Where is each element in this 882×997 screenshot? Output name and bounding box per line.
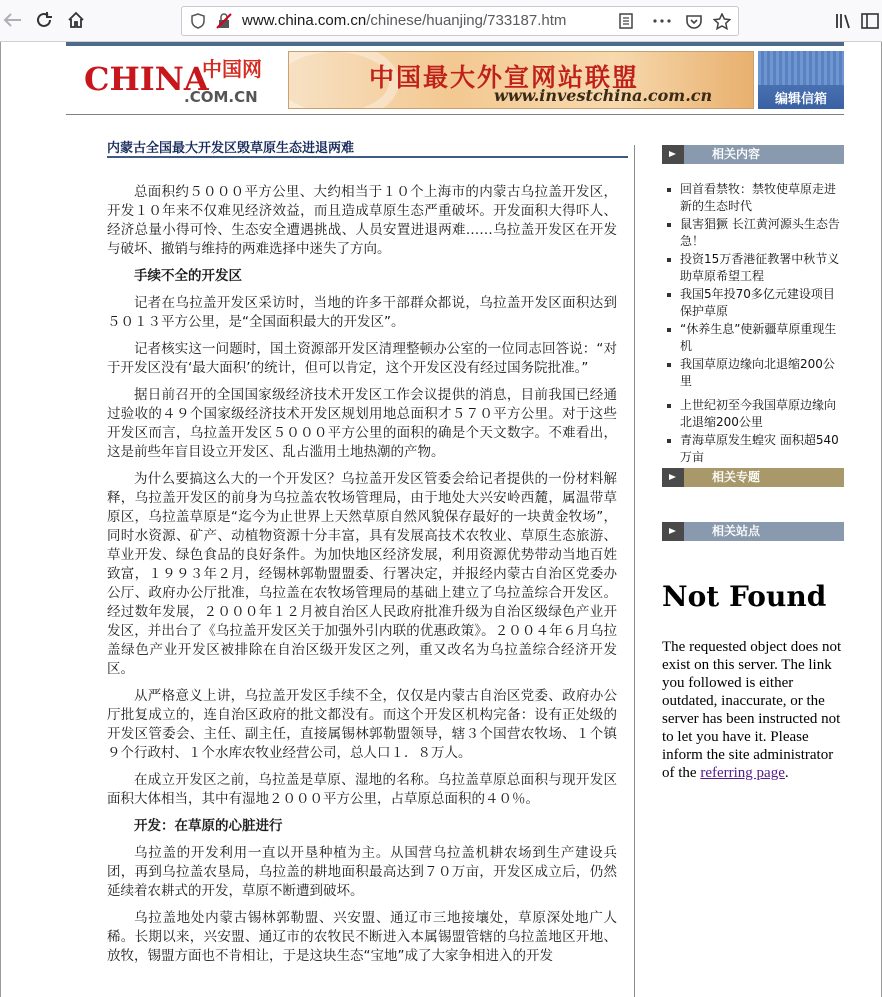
china-com-cn-logo[interactable]: [84, 52, 274, 108]
related-link[interactable]: 投资15万香港征教署中秋节义助草原希望工程: [667, 251, 844, 285]
related-content-title: 相关内容: [684, 145, 844, 164]
article-paragraph: 为什么要搞这么大的一个开发区？乌拉盖开发区管委会给记者提供的一份材料解释，乌拉盖开发区的前身为乌拉盖农牧场管理局，由于地处大兴安岭西麓，属温带草原区，乌拉盖草原是“迄今为止世界上天然草原自然风貌保存最好的一块黄金牧场”，同时水资源、矿产、动植物资源十分丰富，具有发展高技术农牧业、草原生态旅游、草业开发、绿色食品的良好条件。为加快地区经济发展，利用资源优势带动当地百姓致富，１９９３年２月，经锡林郭勒盟盟委、行署决定，并报经内蒙古自治区党委办公厅、政府办公厅批准，乌拉盖在农牧场管理局的基础上建立了乌拉盖综合开发区。经过数年发展，２０００年１２月被自治区人民政府批准升级为自治区级绿色产业开发区，并出台了《乌拉盖开发区关于加强外引内联的优惠政策》。２００４年６月乌拉盖绿色产业开发区被排除在自治区级开发区之列，重又改名为乌拉盖综合经济开发区。: [107, 471, 617, 677]
section-marker-icon: [662, 468, 684, 487]
url-text[interactable]: [242, 7, 566, 35]
column-divider: [634, 145, 635, 997]
url-host: www.china.com.cn: [242, 12, 367, 29]
section-marker-icon: [662, 145, 684, 164]
logo-main-text: CHINA: [84, 60, 209, 98]
article-paragraph: 据日前召开的全国国家级经济技术开发区工作会议提供的消息，目前我国已经通过验收的４９个国家级经济技术开发区规划用地总面积才５７０平方公里。对于这些开发区而言，乌拉盖开发区５０００平方公里的面积的确是个天文数字。不难看出，这是前些年盲目设立开发区、乱占滥用土地热潮的产物。: [107, 387, 617, 460]
pocket-icon[interactable]: [684, 12, 704, 30]
related-content-list: [662, 181, 844, 466]
banner-url: www.investchina.com.cn: [494, 86, 713, 105]
related-sites-header: [662, 522, 844, 541]
article-title: 内蒙古全国最大开发区毁草原生态进退两难: [107, 141, 355, 156]
reload-icon[interactable]: [32, 8, 56, 32]
related-topics-header: [662, 468, 844, 487]
article-paragraph: 乌拉盖地处内蒙古锡林郭勒盟、兴安盟、通辽市三地接壤处，草原深处地广人稀。长期以来，兴安盟、通辽市的农牧民不断进入本属锡盟管辖的乌拉盖地区开地、放牧，锡盟方面也不肯相让，于是这块生态“宝地”成了大家争相进入的开发: [107, 910, 617, 964]
related-link[interactable]: 我国草原边缘向北退缩200公里: [667, 356, 844, 390]
header-divider: [66, 114, 844, 115]
related-link[interactable]: 鼠害猖獗 长江黄河源头生态告急！: [667, 216, 844, 250]
more-icon[interactable]: [652, 12, 672, 30]
related-link[interactable]: 回首看禁牧：禁牧使草原走进新的生态时代: [667, 181, 844, 215]
url-path: /chinese/huanjing/733187.htm: [366, 12, 567, 29]
referring-page-link[interactable]: referring page: [700, 765, 785, 781]
related-link[interactable]: 上世纪初至今我国草原边缘向北退缩200公里: [667, 397, 844, 431]
logo-sub-text: .COM.CN: [184, 88, 258, 106]
article-paragraph: 从严格意义上讲，乌拉盖开发区手续不全，仅仅是内蒙古自治区党委、政府办公厅批复成立的，连自治区政府的批文都没有。而这个开发区机构完备：设有正处级的开发区管委会、主任、副主任，直接属锡林郭勒盟领导，辖３个国营农牧场、１个镇９个行政村、１个水库农牧业经营公司，总人口１．８万人。: [107, 688, 617, 761]
investchina-banner[interactable]: [288, 51, 754, 109]
logo-cn-text: 中国网: [202, 57, 262, 81]
related-content-header: [662, 145, 844, 164]
not-found-heading: Not Found: [662, 580, 827, 613]
not-found-message: [662, 638, 844, 782]
not-found-period: .: [784, 765, 789, 781]
browser-toolbar: [0, 0, 882, 42]
article-paragraph: 在成立开发区之前，乌拉盖是草原、湿地的名称。乌拉盖草原总面积与现开发区面积大体相当，其中有湿地２０００平方公里，占草原总面积的４０％。: [107, 772, 617, 807]
editor-mailbox-label: 编辑信箱: [774, 92, 827, 107]
article-body: [107, 183, 617, 974]
reader-view-icon[interactable]: [616, 12, 636, 30]
sidebar-icon[interactable]: [858, 9, 882, 33]
related-sites-title: 相关站点: [684, 522, 844, 541]
related-link[interactable]: “休养生息”使新疆草原重现生机: [667, 321, 844, 355]
not-found-text: The requested object does not exist on this server. The link you followed is either outdated, inaccurate, or the server has been instructed not to let you have it. Please inform the site administrator of the: [662, 639, 842, 781]
article-paragraph: 记者核实这一问题时，国土资源部开发区清理整顿办公室的一位同志回答说：“对于开发区没有‘最大面积’的统计，但可以肯定，这个开发区没有经过国务院批准。”: [107, 341, 617, 376]
editor-box-pattern: [758, 51, 844, 85]
shield-icon[interactable]: [188, 12, 208, 30]
related-link[interactable]: 青海草原发生蝗灾 面积超540万亩: [667, 432, 844, 466]
related-link[interactable]: 我国5年投70多亿元建设项目保护草原: [667, 286, 844, 320]
article-paragraph: 总面积约５０００平方公里、大约相当于１０个上海市的内蒙古乌拉盖开发区，开发１０年来不仅难见经济效益，而且造成草原生态严重破坏。开发面积大得吓人、经济总量小得可怜、生态安全遭遇挑战、人员安置进退两难……乌拉盖开发区在开发与破坏、撤销与维持的两难选择中迷失了方向。: [107, 184, 617, 257]
title-underline: [107, 156, 628, 158]
url-bar[interactable]: [181, 6, 739, 36]
article-paragraph: 记者在乌拉盖开发区采访时，当地的许多干部群众都说，乌拉盖开发区面积达到５０１３平方公里，是“全国面积最大的开发区”。: [107, 295, 617, 330]
related-topics-title: 相关专题: [684, 468, 844, 487]
home-icon[interactable]: [64, 8, 88, 32]
insecure-lock-icon[interactable]: [214, 12, 234, 30]
back-icon[interactable]: [0, 8, 24, 32]
bookmark-star-icon[interactable]: [712, 12, 732, 30]
article-paragraph: 乌拉盖的开发利用一直以开垦种植为主。从国营乌拉盖机耕农场到生产建设兵团，再到乌拉盖农垦局，乌拉盖的耕地面积最高达到７０万亩，开发区成立后，仍然延续着农耕式的开发，草原不断遭到破坏。: [107, 845, 617, 899]
library-icon[interactable]: [832, 9, 856, 33]
header-top-line: [66, 42, 844, 46]
banner-title: 中国最大外宣网站联盟: [369, 63, 640, 92]
article-subheading: 手续不全的开发区: [134, 268, 242, 284]
editor-mailbox-button[interactable]: [758, 51, 844, 109]
section-marker-icon: [662, 522, 684, 541]
sidebar: [662, 145, 844, 538]
article-subheading: 开发：在草原的心脏进行: [134, 818, 283, 834]
